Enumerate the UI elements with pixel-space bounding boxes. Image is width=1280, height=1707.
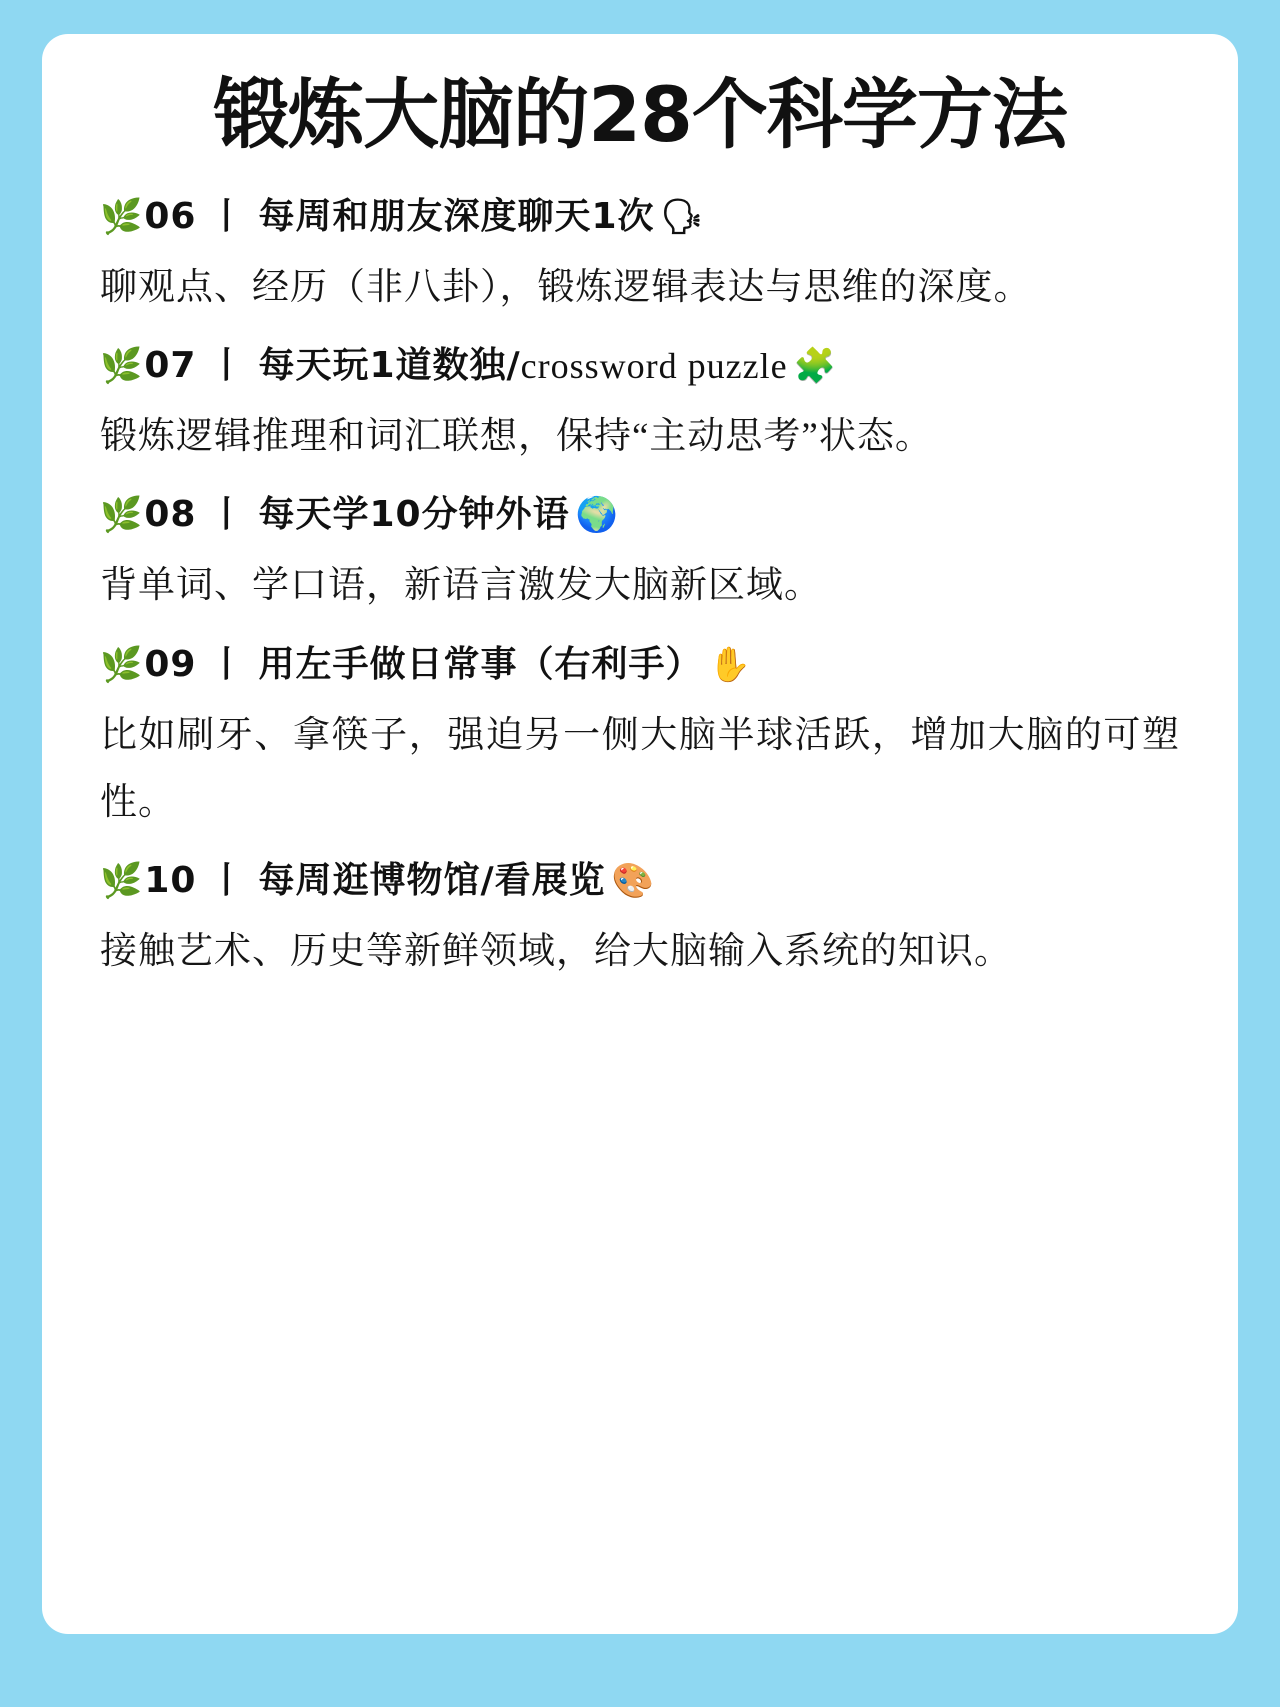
leaf-icon: 🌿 bbox=[100, 861, 143, 902]
list-item bbox=[100, 339, 1180, 470]
item-body: 聊观点、经历（非八卦），锻炼逻辑表达与思维的深度。 bbox=[100, 266, 1032, 308]
leaf-icon: 🌿 bbox=[100, 346, 143, 386]
item-body: 比如刷牙、拿筷子，强迫另一侧大脑半球活跃，增加大脑的可塑性。 bbox=[100, 714, 1180, 823]
note-card bbox=[42, 34, 1238, 1634]
item-separator: 丨 bbox=[208, 860, 245, 902]
item-body: 锻炼逻辑推理和词汇联想，保持“主动思考”状态。 bbox=[100, 416, 933, 457]
item-separator: 丨 bbox=[208, 345, 245, 386]
item-heading-text: 每天玩1道数独/ bbox=[258, 345, 521, 386]
list-item bbox=[100, 854, 1180, 985]
artist-palette-icon: 🎨 bbox=[611, 861, 654, 902]
item-body: 背单词、学口语，新语言激发大脑新区域。 bbox=[100, 565, 822, 607]
speaking-head-icon: 🗣 bbox=[660, 196, 704, 237]
item-heading bbox=[100, 638, 1180, 692]
globe-icon: 🌍 bbox=[575, 495, 618, 536]
leaf-icon: 🌿 bbox=[100, 644, 143, 685]
item-heading bbox=[100, 854, 1180, 908]
item-heading-text: 每周和朋友深度聊天1次 bbox=[258, 195, 655, 237]
page-title: 锻炼大脑的28个科学方法 bbox=[213, 70, 1067, 159]
leaf-icon: 🌿 bbox=[100, 495, 143, 536]
item-heading bbox=[100, 488, 1180, 542]
puzzle-piece-icon: 🧩 bbox=[793, 346, 836, 386]
item-separator: 丨 bbox=[208, 494, 245, 536]
item-number: 08 bbox=[144, 494, 197, 536]
item-heading-text: 用左手做日常事（右利手） bbox=[258, 643, 703, 685]
item-number: 10 bbox=[144, 860, 197, 902]
item-heading bbox=[100, 190, 1180, 244]
item-number: 06 bbox=[144, 195, 197, 237]
leaf-icon: 🌿 bbox=[100, 196, 143, 237]
list-item bbox=[100, 638, 1180, 837]
item-heading-text: 每天学10分钟外语 bbox=[258, 494, 570, 536]
item-separator: 丨 bbox=[208, 195, 245, 237]
item-body: 接触艺术、历史等新鲜领域，给大脑输入系统的知识。 bbox=[100, 931, 1012, 973]
list-item bbox=[100, 190, 1180, 321]
item-separator: 丨 bbox=[208, 643, 245, 685]
item-heading-latin: crossword puzzle bbox=[520, 346, 788, 386]
item-number: 07 bbox=[144, 345, 197, 386]
item-heading-text: 每周逛博物馆/看展览 bbox=[258, 860, 606, 902]
raised-hand-icon: ✋ bbox=[708, 644, 751, 685]
item-heading bbox=[100, 339, 1180, 393]
item-number: 09 bbox=[144, 643, 197, 685]
list-item bbox=[100, 488, 1180, 619]
